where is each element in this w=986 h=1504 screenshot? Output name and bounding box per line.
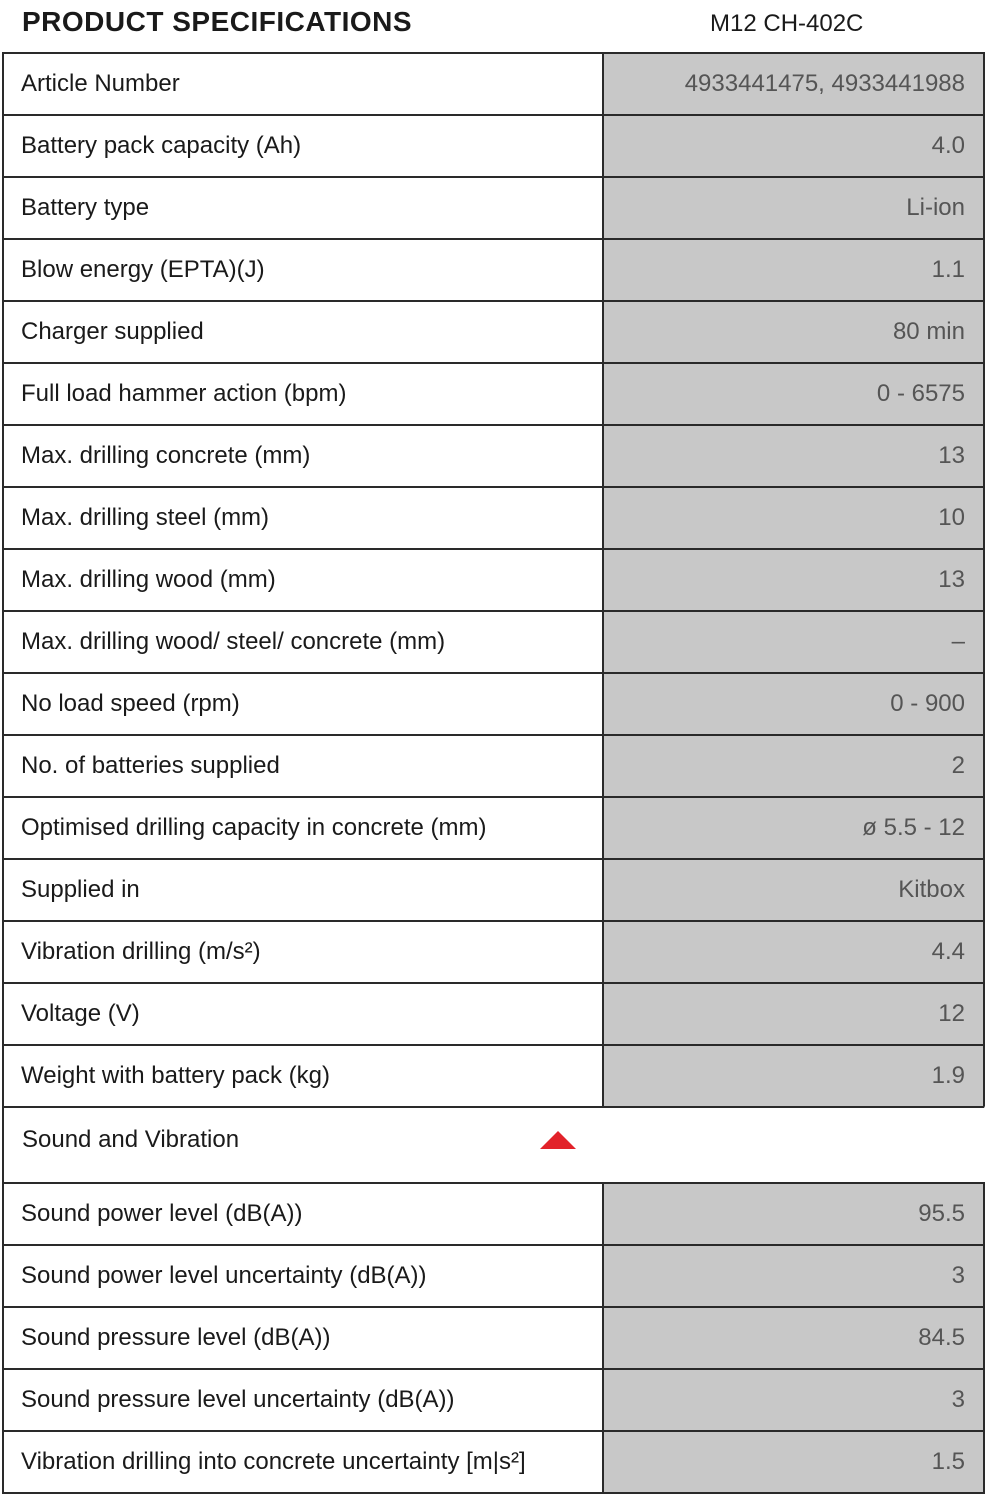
spec-row <box>2 548 985 610</box>
spec-row <box>2 300 985 362</box>
sound-spec-row <box>2 1368 985 1430</box>
spec-label: Max. drilling wood (mm) <box>4 550 602 610</box>
model-name: M12 CH-402C <box>710 10 864 37</box>
spec-value: 80 min <box>602 302 983 362</box>
spec-row <box>2 672 985 734</box>
spec-row <box>2 114 985 176</box>
spec-label: Sound pressure level uncertainty (dB(A)) <box>4 1370 602 1430</box>
spec-value: ø 5.5 - 12 <box>602 798 983 858</box>
spec-label: Vibration drilling (m/s²) <box>4 922 602 982</box>
spec-label: Weight with battery pack (kg) <box>4 1046 602 1106</box>
spec-value: 4933441475, 4933441988 <box>602 54 983 114</box>
spec-label: Blow energy (EPTA)(J) <box>4 240 602 300</box>
spec-row <box>2 176 985 238</box>
spec-value: Kitbox <box>602 860 983 920</box>
spec-value: 1.1 <box>602 240 983 300</box>
spec-label: Full load hammer action (bpm) <box>4 364 602 424</box>
spec-value: 4.0 <box>602 116 983 176</box>
spec-value: 4.4 <box>602 922 983 982</box>
spec-label: Vibration drilling into concrete uncertainty [m|s²] <box>4 1432 602 1492</box>
spec-value: 10 <box>602 488 983 548</box>
page-title: PRODUCT SPECIFICATIONS <box>22 6 413 37</box>
spec-value: 84.5 <box>602 1308 983 1368</box>
sound-spec-row <box>2 1306 985 1368</box>
spec-row <box>2 920 985 982</box>
spec-value: 2 <box>602 736 983 796</box>
spec-value: 3 <box>602 1246 983 1306</box>
spec-value: 0 - 900 <box>602 674 983 734</box>
spec-label: Supplied in <box>4 860 602 920</box>
sound-spec-row <box>2 1244 985 1306</box>
spec-row <box>2 1044 985 1106</box>
spec-label: No. of batteries supplied <box>4 736 602 796</box>
spec-value: 1.5 <box>602 1432 983 1492</box>
spec-label: Sound power level (dB(A)) <box>4 1184 602 1244</box>
spec-row <box>2 486 985 548</box>
spec-label: Max. drilling concrete (mm) <box>4 426 602 486</box>
spec-label: Sound power level uncertainty (dB(A)) <box>4 1246 602 1306</box>
spec-value: 13 <box>602 550 983 610</box>
spec-label: Max. drilling wood/ steel/ concrete (mm) <box>4 612 602 672</box>
triangle-up-icon[interactable] <box>539 1130 577 1150</box>
spec-row <box>2 52 985 114</box>
spec-row <box>2 796 985 858</box>
sound-vibration-section-header[interactable] <box>2 1106 985 1182</box>
spec-value: 13 <box>602 426 983 486</box>
spec-value: 12 <box>602 984 983 1044</box>
spec-label: Sound pressure level (dB(A)) <box>4 1308 602 1368</box>
spec-label: Charger supplied <box>4 302 602 362</box>
spec-value: 0 - 6575 <box>602 364 983 424</box>
sound-spec-row <box>2 1430 985 1494</box>
spec-value: – <box>602 612 983 672</box>
spec-value: Li-ion <box>602 178 983 238</box>
spec-value: 95.5 <box>602 1184 983 1244</box>
sound-spec-row <box>2 1182 985 1244</box>
spec-label: Voltage (V) <box>4 984 602 1044</box>
section-title: Sound and Vibration <box>22 1126 240 1153</box>
spec-label: No load speed (rpm) <box>4 674 602 734</box>
spec-label: Optimised drilling capacity in concrete (mm) <box>4 798 602 858</box>
spec-row <box>2 610 985 672</box>
spec-row <box>2 362 985 424</box>
spec-table <box>2 52 985 1494</box>
spec-row <box>2 424 985 486</box>
spec-label: Article Number <box>4 54 602 114</box>
spec-row <box>2 238 985 300</box>
spec-label: Max. drilling steel (mm) <box>4 488 602 548</box>
spec-row <box>2 982 985 1044</box>
spec-label: Battery pack capacity (Ah) <box>4 116 602 176</box>
spec-label: Battery type <box>4 178 602 238</box>
spec-row <box>2 734 985 796</box>
spec-value: 1.9 <box>602 1046 983 1106</box>
spec-row <box>2 858 985 920</box>
spec-header <box>0 0 986 52</box>
spec-value: 3 <box>602 1370 983 1430</box>
